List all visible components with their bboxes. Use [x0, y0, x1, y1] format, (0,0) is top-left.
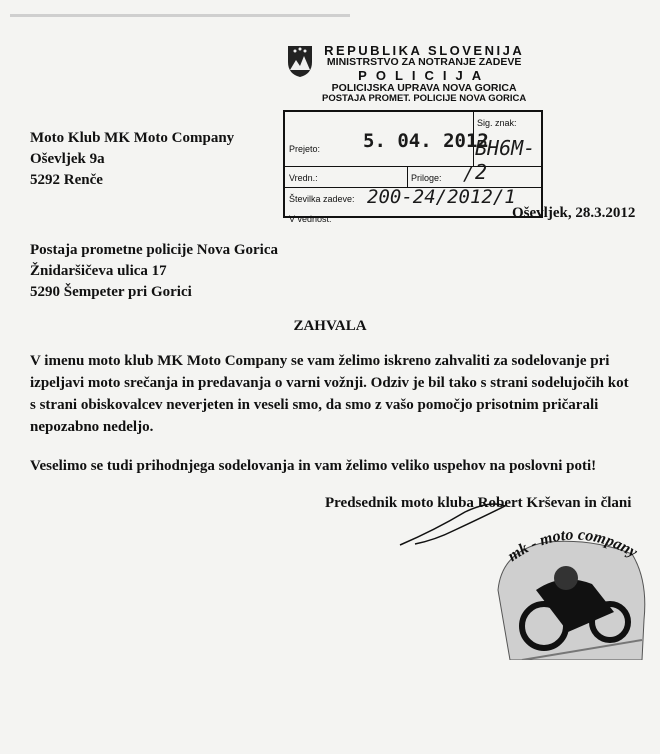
paragraph-line: nepozabno nedeljo. — [30, 419, 154, 435]
paragraph-line: V imenu moto klub MK Moto Company se vam želimo iskreno zahvaliti za sodelovanje pri — [30, 353, 610, 369]
sig-znak-label: Sig. znak: — [477, 118, 517, 128]
slovenia-coat-of-arms-icon — [286, 44, 314, 78]
receipt-stamp — [283, 110, 543, 224]
sender-city: 5292 Renče — [30, 172, 103, 188]
stevilka-zadeve-label: Številka zadeve: — [289, 194, 355, 204]
sig-znak-value: BH6M-2 — [475, 136, 536, 184]
stamp-line-administration: POLICIJSKA UPRAVA NOVA GORICA — [331, 81, 517, 94]
priloge-value: / — [463, 164, 474, 185]
place-date: Oševljek, 28.3.2012 — [512, 205, 636, 221]
received-date: 5. 04. 2012 — [363, 130, 489, 152]
recipient-city: 5290 Šempeter pri Gorici — [30, 284, 192, 300]
letter-paragraph-1 — [30, 350, 650, 438]
receipt-divider — [407, 166, 408, 187]
recipient-street: Žnidaršičeva ulica 17 — [30, 263, 167, 279]
sender-name: Moto Klub MK Moto Company — [30, 130, 235, 146]
prejeto-label: Prejeto: — [289, 144, 321, 154]
paragraph-line: s strani obiskovalcev neverjeten in veseli smo, da smo z vašo pomočjo prisotnim pričarali — [30, 397, 599, 413]
stamp-line-republic: REPUBLIKA SLOVENIJA — [324, 43, 525, 58]
priloge-label: Priloge: — [411, 173, 442, 183]
stamp-line-station: POSTAJA PROMET. POLICIJE NOVA GORICA — [322, 93, 527, 104]
sender-address — [30, 128, 234, 191]
stamp-line-police: POLICIJA — [358, 67, 491, 83]
recipient-address — [30, 240, 278, 303]
signature-line: Predsednik moto kluba Robert Krševan in člani — [325, 495, 632, 511]
letter-title: ZAHVALA — [293, 318, 367, 334]
stamp-line-ministry: MINISTRSTVO ZA NOTRANJE ZADEVE — [326, 56, 522, 68]
paragraph-line: izpeljavi moto srečanja in predavanja o varni vožnji. Odziv je bil tako s strani sodelujočih kot — [30, 375, 629, 391]
scan-top-line — [10, 14, 350, 17]
police-header-stamp — [322, 44, 526, 104]
sender-street: Oševljek 9a — [30, 151, 105, 167]
letter-paragraph-2: Veselimo se tudi prihodnjega sodelovanja in vam želimo veliko uspehov na poslovni poti! — [30, 458, 597, 474]
club-logo — [492, 520, 652, 660]
logo-text: mk - moto company — [504, 526, 641, 566]
recipient-name: Postaja prometne policije Nova Gorica — [30, 242, 279, 258]
stevilka-zadeve-value: 200-24/2012/1 — [367, 186, 516, 208]
v-vednost-label: V vednost: — [289, 214, 332, 224]
vredn-label: Vredn.: — [289, 173, 318, 183]
